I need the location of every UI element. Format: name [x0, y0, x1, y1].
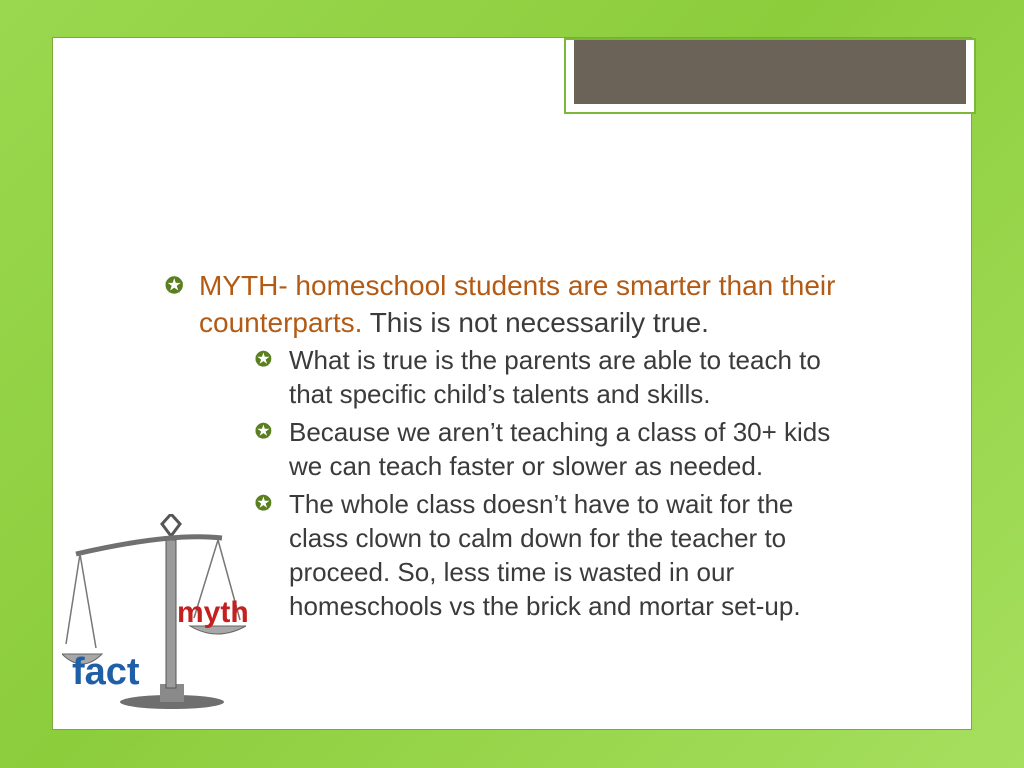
- sub-bullet: [163, 343, 859, 411]
- main-bullet-rest: This is not necessarily true.: [369, 307, 709, 338]
- main-bullet: [163, 267, 839, 341]
- sub-bullet-text: What is true is the parents are able to teach to that specific child’s talents and skills.: [289, 345, 821, 409]
- bullet-icon: ✪: [165, 273, 184, 298]
- sub-bullet-text: The whole class doesn’t have to wait for the class clown to calm down for the teacher to proceed. So, less time is wasted in our homeschools vs the brick and mortar set-up.: [289, 489, 801, 621]
- balance-scale-icon: [62, 514, 272, 710]
- myth-label: myth: [177, 596, 249, 629]
- sub-bullet: [163, 415, 859, 483]
- title-placeholder: [564, 38, 976, 114]
- bullet-icon: ✪: [255, 349, 272, 371]
- myth-highlight-text: MYTH- homeschool students are smarter than their counterparts.: [199, 270, 836, 338]
- title-block: [574, 40, 966, 104]
- bullet-icon: ✪: [255, 493, 272, 515]
- bullet-icon: ✪: [255, 421, 272, 443]
- sub-bullet-text: Because we aren’t teaching a class of 30+ kids we can teach faster or slower as needed.: [289, 417, 831, 481]
- fact-label: fact: [72, 651, 140, 693]
